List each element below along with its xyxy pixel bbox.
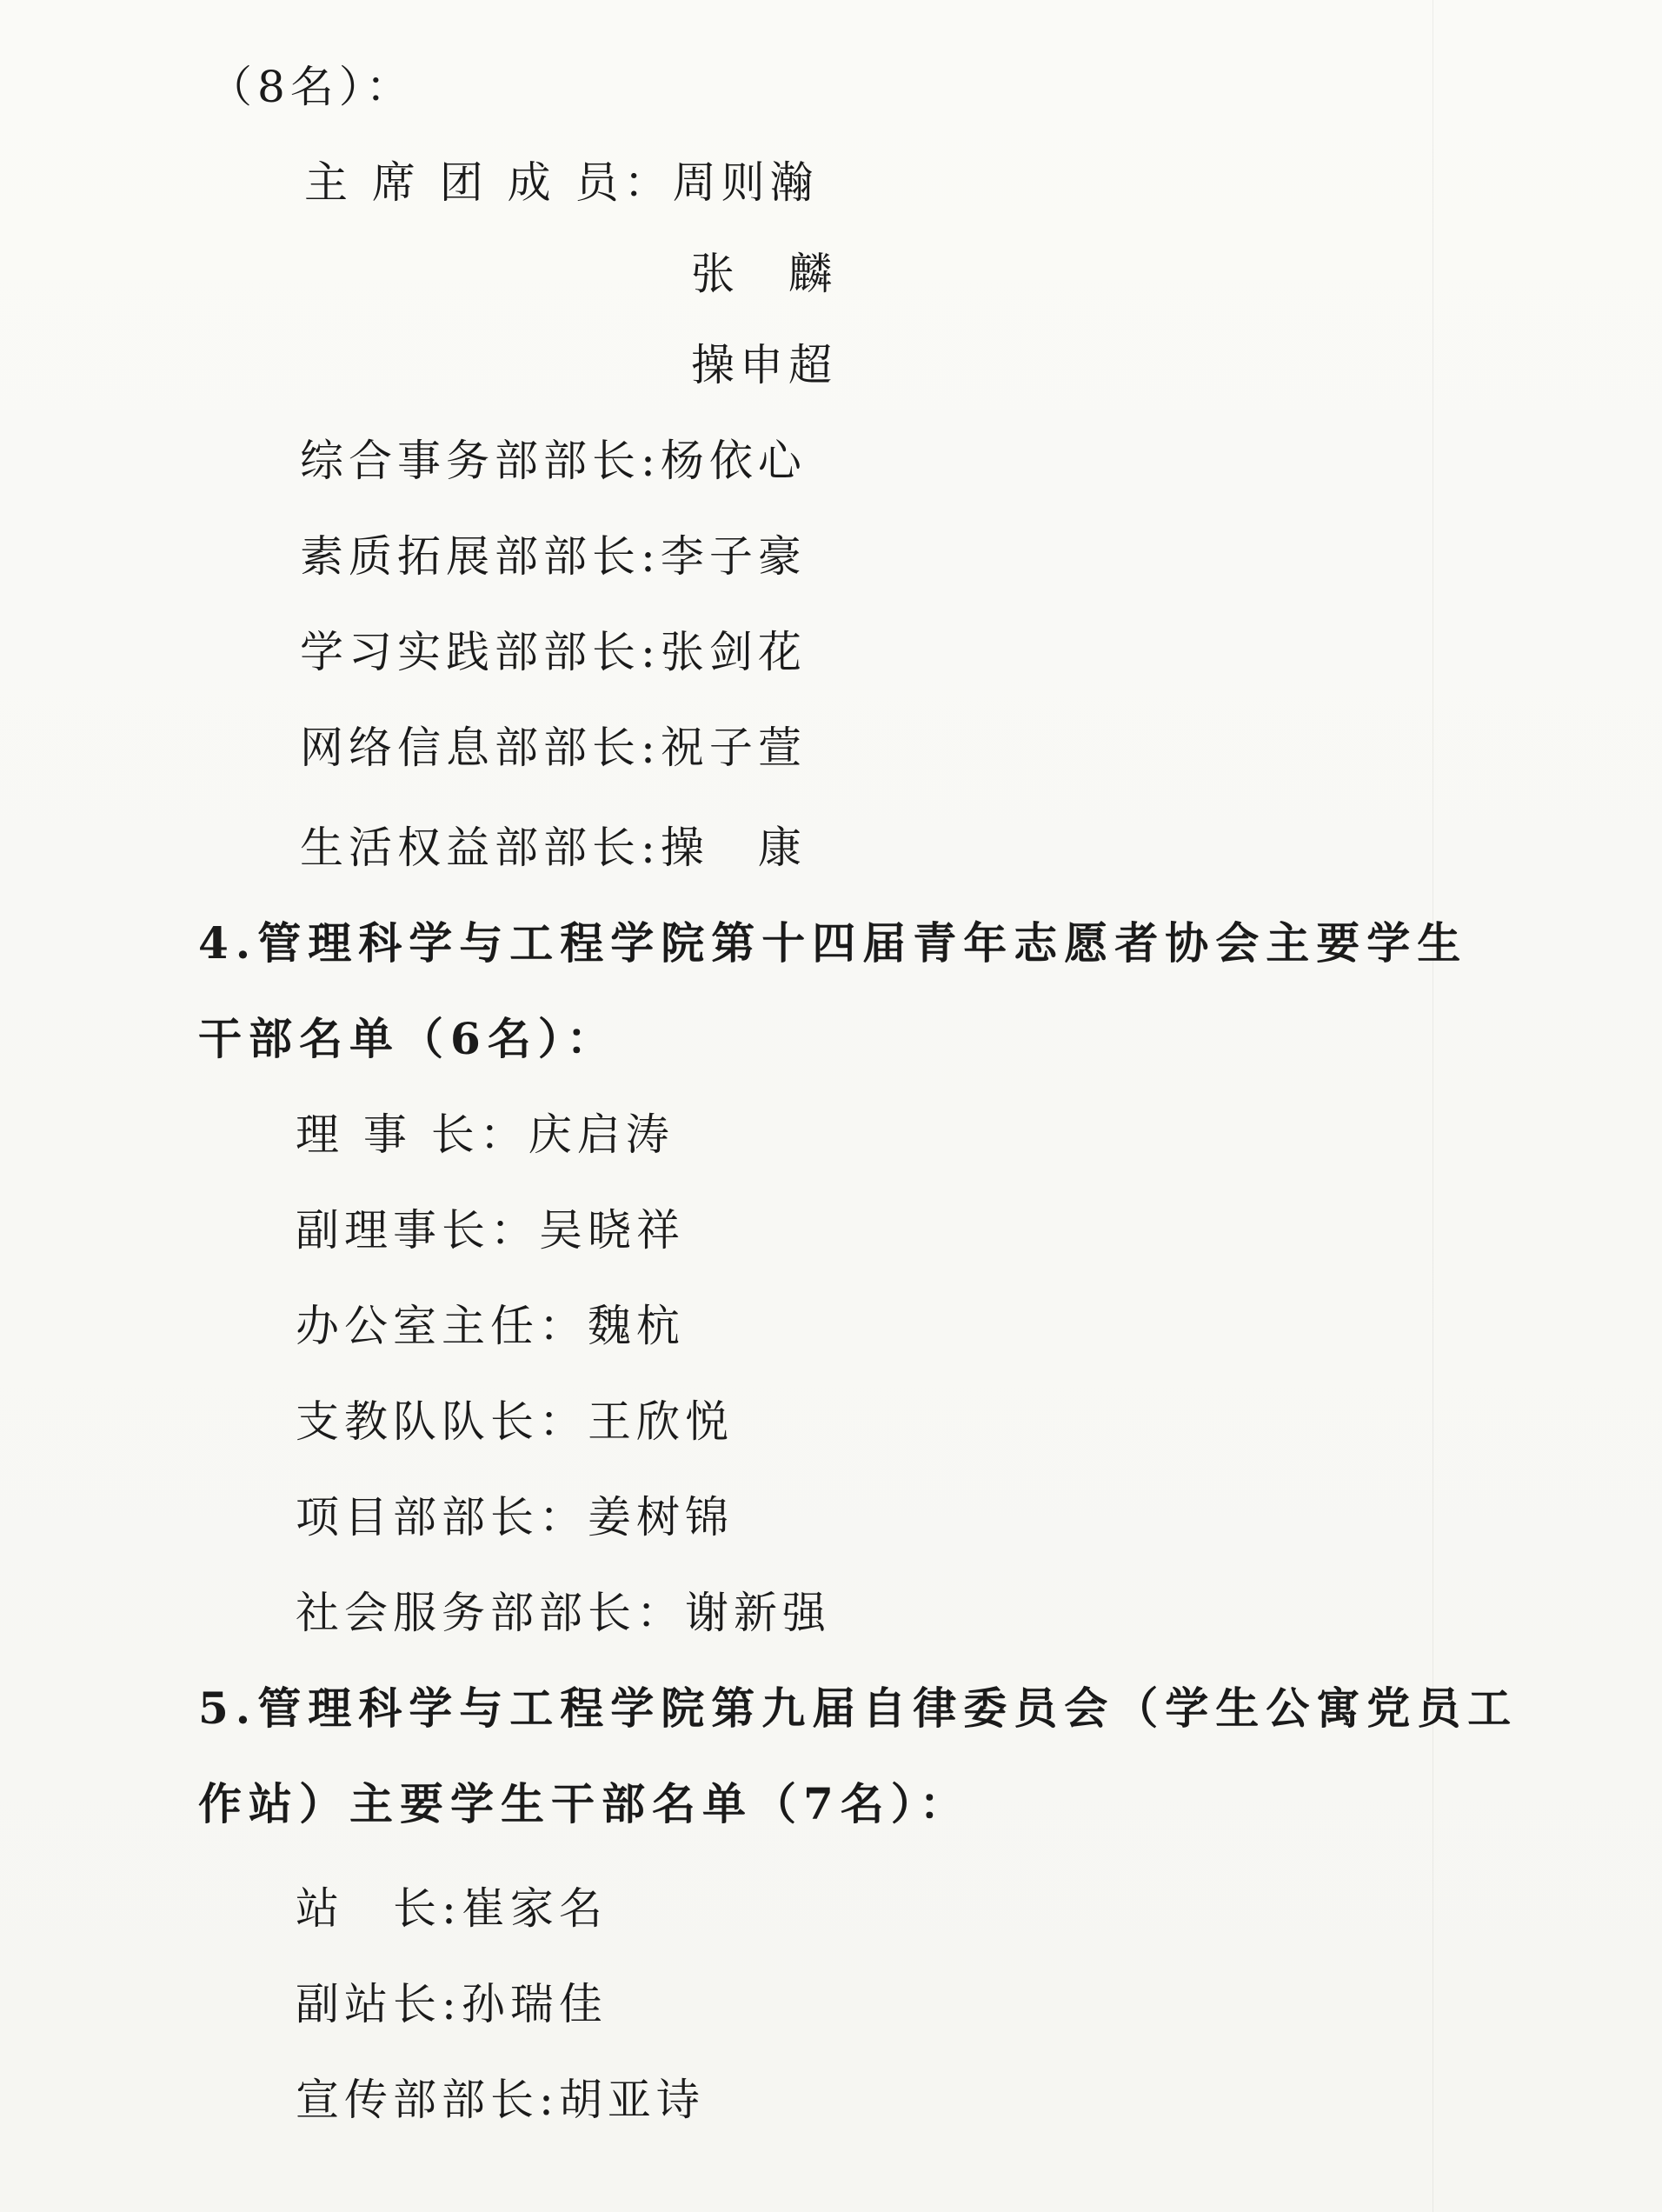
vice-director-line xyxy=(296,1204,685,1256)
network-info-name: 祝子萱 xyxy=(660,723,807,773)
network-info-label: 网络信息部部长: xyxy=(300,723,661,773)
continued-count-line: （8名）： xyxy=(209,62,415,112)
presidium-name-1: 周则瀚 xyxy=(672,157,819,208)
vice-director-label: 副理事长： xyxy=(296,1205,539,1256)
general-affairs-name: 杨依心 xyxy=(660,436,807,486)
social-service-line xyxy=(296,1587,831,1639)
vice-station-chief-name: 孙瑞佳 xyxy=(461,1979,608,2029)
station-chief-label: 站 长: xyxy=(296,1883,462,1934)
section-4-heading-line-1: 4.管理科学与工程学院第十四届青年志愿者协会主要学生 xyxy=(198,917,1468,969)
station-chief-line xyxy=(296,1882,608,1935)
office-director-label: 办公室主任： xyxy=(296,1301,588,1351)
presidium-label: 主 席 团 成 员： xyxy=(304,157,673,208)
teaching-team-leader-line xyxy=(296,1396,734,1448)
section-5-heading-line-2: 作站）主要学生干部名单（7名）： xyxy=(198,1778,970,1829)
presidium-name-2-line xyxy=(691,248,837,300)
presidium-name-2: 张 麟 xyxy=(691,249,837,299)
study-practice-label: 学习实践部部长: xyxy=(300,627,661,677)
teaching-team-leader-label: 支教队队长： xyxy=(296,1396,588,1447)
network-info-line xyxy=(300,722,807,774)
project-dept-label: 项目部部长： xyxy=(296,1492,588,1542)
publicity-dept-line xyxy=(296,2074,705,2126)
presidium-line xyxy=(304,157,819,209)
social-service-name: 谢新强 xyxy=(685,1588,831,1638)
general-affairs-line xyxy=(300,435,807,487)
publicity-dept-label: 宣传部部长: xyxy=(296,2075,559,2125)
station-chief-name: 崔家名 xyxy=(461,1883,608,1934)
quality-development-line xyxy=(300,530,807,583)
presidium-name-3-line xyxy=(691,339,837,391)
project-dept-line xyxy=(296,1491,734,1543)
publicity-dept-name: 胡亚诗 xyxy=(558,2075,705,2125)
section-4-heading-line-2: 干部名单（6名）： xyxy=(198,1013,617,1064)
quality-development-label: 素质拓展部部长: xyxy=(300,531,661,582)
social-service-label: 社会服务部部长： xyxy=(296,1588,685,1638)
life-rights-name: 操 康 xyxy=(660,823,807,873)
section-5-heading-line-1: 5.管理科学与工程学院第九届自律委员会（学生公寓党员工 xyxy=(198,1682,1519,1734)
office-director-name: 魏杭 xyxy=(588,1301,685,1351)
presidium-name-3: 操申超 xyxy=(691,340,837,390)
quality-development-name: 李子豪 xyxy=(660,531,807,582)
vice-station-chief-label: 副站长: xyxy=(296,1979,462,2029)
office-director-line xyxy=(296,1300,685,1352)
director-name: 庆启涛 xyxy=(528,1109,675,1160)
teaching-team-leader-name: 王欣悦 xyxy=(588,1396,734,1447)
vice-station-chief-line xyxy=(296,1978,608,2030)
project-dept-name: 姜树锦 xyxy=(588,1492,734,1542)
life-rights-label: 生活权益部部长: xyxy=(300,823,661,873)
general-affairs-label: 综合事务部部长: xyxy=(300,436,661,486)
vice-director-name: 吴晓祥 xyxy=(539,1205,685,1256)
study-practice-name: 张剑花 xyxy=(660,627,807,677)
life-rights-line xyxy=(300,822,807,874)
study-practice-line xyxy=(300,626,807,678)
director-line xyxy=(296,1109,675,1161)
director-label: 理 事 长： xyxy=(296,1109,529,1160)
